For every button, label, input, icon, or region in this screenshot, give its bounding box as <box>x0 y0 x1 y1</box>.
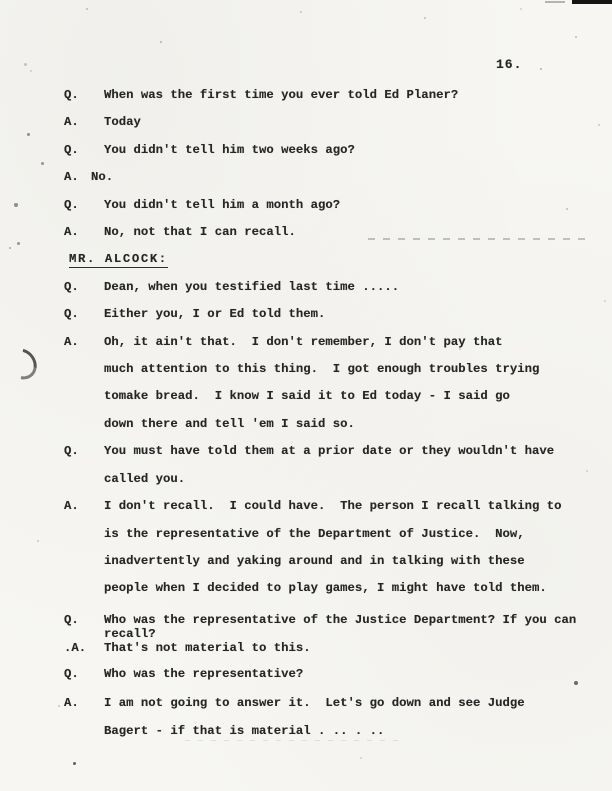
qa-entry <box>64 613 594 641</box>
scan-speckle <box>604 300 606 302</box>
speaker-label: A. <box>64 696 79 711</box>
speaker-label: A. <box>64 334 79 349</box>
speaker-label: Q. <box>64 612 79 627</box>
transcript <box>64 82 594 745</box>
scan-speckle <box>360 757 362 759</box>
transcript-line: No, not that I can recall. <box>104 225 296 240</box>
speaker-label: A. <box>64 225 79 240</box>
transcript-line: is the representative of the Department of Justice. Now, <box>104 526 525 541</box>
speaker-label: Q. <box>64 88 79 102</box>
scan-speckle <box>160 41 162 43</box>
transcript-line: inadvertently and yaking around and in talking with these <box>104 553 525 568</box>
speaker-label: A. <box>64 499 79 514</box>
scan-streak <box>545 1 565 3</box>
transcript-line: Dean, when you testified last time ..... <box>104 279 400 294</box>
speaker-label: Q. <box>64 444 79 459</box>
scan-speckle <box>459 348 461 350</box>
scan-speckle <box>300 11 302 13</box>
scan-speckle <box>574 681 578 685</box>
transcript-line: Who was the representative of the Justice Department? If you can <box>104 612 577 627</box>
speaker-label: Q. <box>64 279 79 294</box>
scan-speckle <box>500 586 502 588</box>
scan-speckle <box>566 208 568 210</box>
transcript-line: When was the first time you ever told Ed Planer? <box>104 88 459 102</box>
page-number: 16. <box>496 57 523 72</box>
transcript-line: called you. <box>104 471 186 486</box>
scan-speckle <box>86 8 88 10</box>
speaker-label: Q. <box>64 666 79 681</box>
scan-speckle <box>17 242 20 245</box>
scan-speckle <box>37 540 39 542</box>
transcript-line: much attention to this thing. I got enough troubles trying <box>104 362 540 377</box>
qa-entry <box>64 192 594 219</box>
scan-speckle <box>14 203 18 207</box>
scan-speckle <box>73 762 76 765</box>
qa-entry <box>64 219 594 246</box>
scan-speckle <box>9 247 11 249</box>
qa-entry <box>64 301 594 328</box>
speaker-label: Q. <box>64 142 79 157</box>
scan-speckle <box>598 124 600 126</box>
scan-speckle <box>58 705 60 707</box>
qa-entry <box>64 274 594 301</box>
qa-entry <box>64 329 594 439</box>
transcript-line: tomake bread. I know I said it to Ed today - I said go <box>104 389 510 404</box>
qa-entry <box>64 164 594 191</box>
scan-speckle <box>586 470 588 472</box>
transcript-line: You didn't tell him a month ago? <box>104 197 341 212</box>
transcript-line: Today <box>104 115 141 130</box>
transcript-line: recall? <box>104 626 156 641</box>
speaker-label: Q. <box>64 307 79 322</box>
scan-speckle <box>30 70 32 72</box>
speaker-heading <box>69 246 594 273</box>
qa-entry <box>64 82 594 109</box>
transcript-line: That's not material to this. <box>104 640 311 655</box>
scan-speckle <box>424 17 426 19</box>
scan-speckle <box>27 133 30 136</box>
transcript-line: Who was the representative? <box>104 666 304 681</box>
transcript-line: You didn't tell him two weeks ago? <box>104 142 355 157</box>
scan-speckle <box>520 8 522 10</box>
scan-streak <box>572 0 612 4</box>
qa-entry <box>64 438 594 493</box>
qa-entry <box>64 661 594 688</box>
speaker-label: A. <box>64 115 79 130</box>
scan-dashed-line <box>185 740 400 741</box>
transcript-line: Oh, it ain't that. I don't remember, I don't pay that <box>104 334 503 349</box>
qa-entry <box>64 137 594 164</box>
scan-speckle <box>575 36 577 38</box>
scan-speckle <box>540 68 542 70</box>
transcript-line: Bagert - if that is material . .. . .. <box>104 723 385 738</box>
qa-entry <box>64 641 594 655</box>
transcript-line: I don't recall. I could have. The person I recall talking to <box>104 499 562 514</box>
transcript-line: people when I decided to play games, I might have told them. <box>104 581 547 596</box>
speaker-label: A. <box>64 170 79 185</box>
speaker-label: Q. <box>64 197 79 212</box>
scan-speckle <box>41 162 44 165</box>
speaker-heading-text: MR. ALCOCK: <box>69 252 168 267</box>
scan-dashed-line <box>368 238 586 240</box>
scan-speckle <box>24 63 27 66</box>
transcript-line: You must have told them at a prior date or they wouldn't have <box>104 444 555 459</box>
scan-arc-mark <box>1 343 42 385</box>
speaker-label: .A. <box>64 640 87 655</box>
transcript-line: I am not going to answer it. Let's go down and see Judge <box>104 696 525 711</box>
qa-entry <box>64 690 594 745</box>
transcript-line: down there and tell 'em I said so. <box>104 416 355 431</box>
transcript-line: No. <box>91 170 114 185</box>
transcript-line: Either you, I or Ed told them. <box>104 307 326 322</box>
qa-entry <box>64 109 594 136</box>
qa-entry <box>64 493 594 603</box>
